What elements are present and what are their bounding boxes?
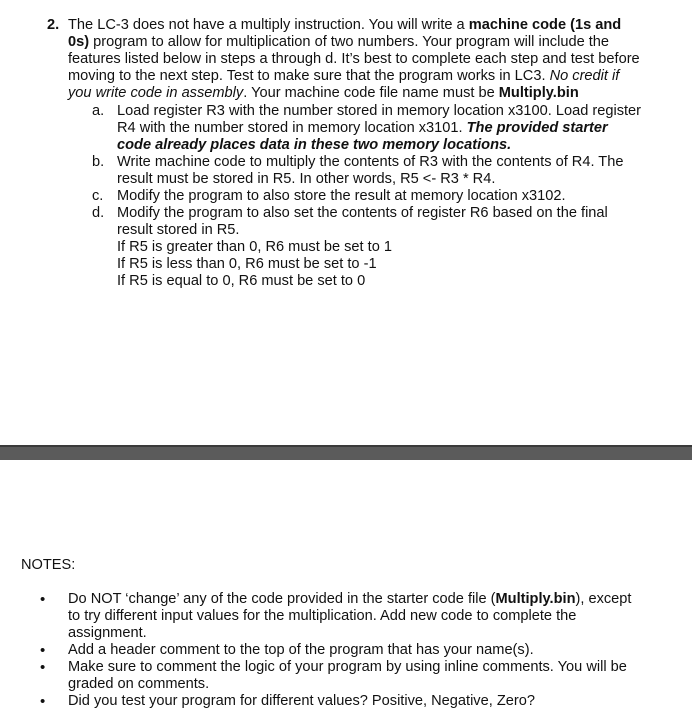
step-text: Write machine code to multiply the contents of R3 with the contents of R4. The bbox=[117, 154, 624, 170]
intro-bold-text: machine code (1s and bbox=[468, 17, 622, 33]
notes-text: assignment. bbox=[68, 625, 147, 641]
notes-text: to try different input values for the multiplication. Add new code to complete the bbox=[68, 608, 577, 624]
step-bold-italic-text: code already places data in these two memory locations. bbox=[117, 137, 512, 153]
intro-italic-text: you write code in assembly bbox=[68, 85, 244, 101]
intro-italic-text: No credit if bbox=[549, 68, 620, 84]
step-letter: b. bbox=[92, 154, 105, 170]
notes-text-part: Do NOT ‘change’ any of the code provided in the starter code file ( bbox=[68, 591, 496, 607]
bullet-icon: • bbox=[40, 642, 46, 659]
step-text: If R5 is less than 0, R6 must be set to -1 bbox=[117, 256, 377, 272]
problem-intro bbox=[68, 17, 652, 102]
page-divider-edge bbox=[0, 445, 692, 447]
step-text: If R5 is equal to 0, R6 must be set to 0 bbox=[117, 273, 366, 289]
step-text: result stored in R5. bbox=[117, 222, 240, 238]
step-text: Modify the program to also store the result at memory location x3102. bbox=[117, 188, 566, 204]
notes-text-part: ), except bbox=[575, 591, 632, 607]
intro-line-2 bbox=[68, 34, 652, 51]
step-text: Load register R3 with the number stored in memory location x3100. Load register bbox=[117, 103, 642, 119]
intro-bold-text: 0s) bbox=[68, 34, 90, 50]
bullet-icon: • bbox=[40, 693, 46, 710]
step-text: If R5 is greater than 0, R6 must be set to 1 bbox=[117, 239, 392, 255]
notes-text: Make sure to comment the logic of your program by using inline comments. You will be bbox=[68, 659, 627, 675]
step-text: result must be stored in R5. In other words, R5 <- R3 * R4. bbox=[117, 171, 496, 187]
notes-title: NOTES: bbox=[21, 557, 76, 573]
intro-text: The LC-3 does not have a multiply instruction. You will write a bbox=[68, 17, 469, 33]
bullet-icon: • bbox=[40, 659, 46, 676]
step-letter: a. bbox=[92, 103, 105, 119]
intro-text: program to allow for multiplication of two numbers. Your program will include the bbox=[89, 34, 610, 50]
notes-text: Did you test your program for different values? Positive, Negative, Zero? bbox=[68, 693, 535, 709]
notes-text: Add a header comment to the top of the program that has your name(s). bbox=[68, 642, 534, 658]
intro-line-4 bbox=[68, 68, 652, 85]
notes-text bbox=[68, 591, 658, 608]
intro-line-5 bbox=[68, 85, 652, 102]
intro-text: moving to the next step. Test to make sure that the program works in LC3. bbox=[68, 68, 550, 84]
bullet-icon: • bbox=[40, 591, 46, 608]
step-text-part: R4 with the number stored in memory location x3101. bbox=[117, 120, 467, 136]
file-name: Multiply.bin bbox=[498, 85, 579, 101]
step-text: Modify the program to also set the contents of register R6 based on the final bbox=[117, 205, 608, 221]
step-bold-italic-text: The provided starter bbox=[466, 120, 608, 136]
problem-number: 2. bbox=[47, 17, 60, 33]
intro-line-1 bbox=[68, 17, 652, 34]
file-name: Multiply.bin bbox=[495, 591, 576, 607]
notes-text: graded on comments. bbox=[68, 676, 210, 692]
step-text bbox=[117, 120, 657, 137]
step-letter: c. bbox=[92, 188, 104, 204]
intro-text: . Your machine code file name must be bbox=[243, 85, 499, 101]
page-divider bbox=[0, 445, 692, 460]
intro-line-3: features listed below in steps a through d. It’s best to complete each step and test before bbox=[68, 51, 640, 67]
step-letter: d. bbox=[92, 205, 105, 221]
